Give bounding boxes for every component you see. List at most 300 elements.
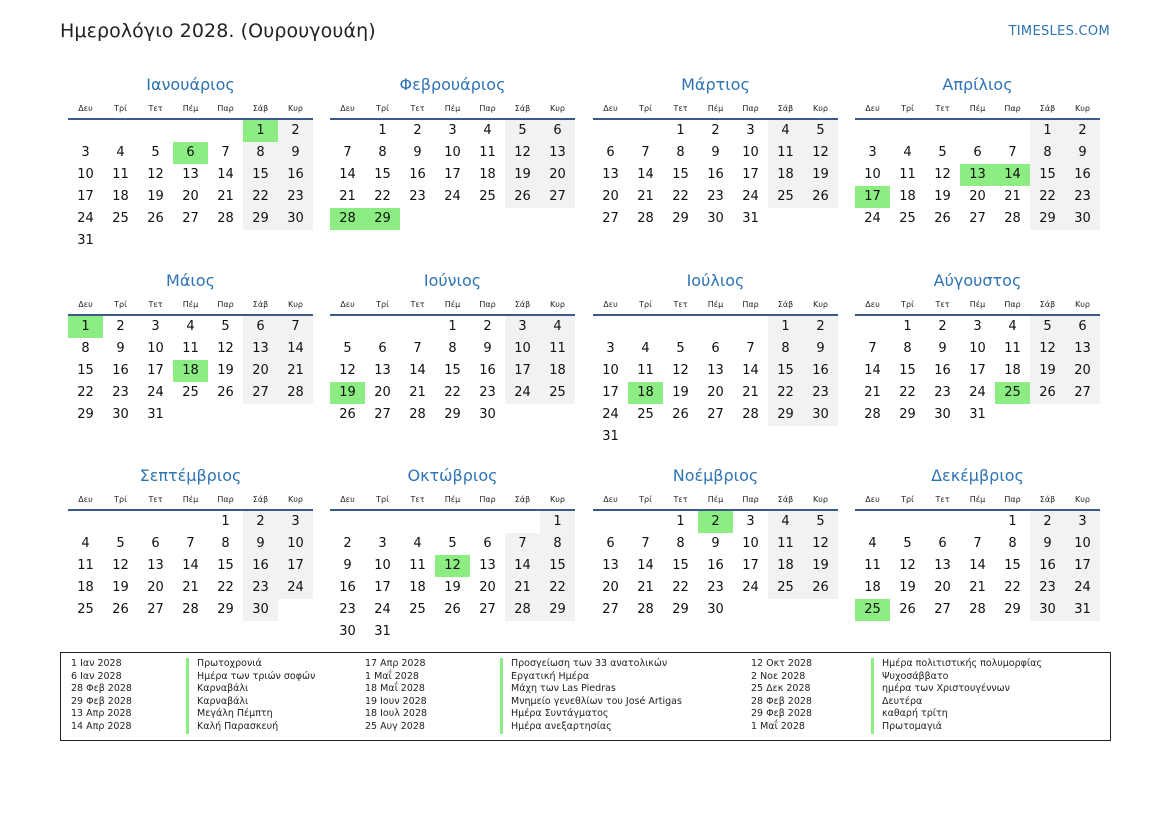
weekday-label: Δευ xyxy=(78,495,93,504)
day-cell: 29 xyxy=(899,407,916,422)
holiday-day-cell: 1 xyxy=(243,120,278,142)
day-cell: 15 xyxy=(899,363,916,378)
legend-date: 6 Ιαν 2028 xyxy=(71,670,122,682)
weekday-label: Σάβ xyxy=(514,300,531,309)
day-cell: 11 xyxy=(768,142,803,164)
legend-holiday-name: ημέρα των Χριστουγέννων xyxy=(871,683,1042,696)
legend-holiday-name: Ημέρα ανεξαρτησίας xyxy=(500,721,682,734)
days-grid xyxy=(330,120,575,252)
weekday-label: Δευ xyxy=(340,495,355,504)
weekday-label: Τετ xyxy=(935,300,950,309)
day-cell: 5 xyxy=(676,341,685,356)
weekday-label: Πέμ xyxy=(444,495,461,504)
days-grid xyxy=(593,316,838,448)
day-cell: 15 xyxy=(768,360,803,382)
weekday-label: Κυρ xyxy=(288,300,303,309)
weekday-label: Δευ xyxy=(340,300,355,309)
legend-date: 12 Οκτ 2028 xyxy=(751,658,813,669)
day-cell: 3 xyxy=(868,145,877,160)
day-cell: 8 xyxy=(81,341,90,356)
day-cell: 13 xyxy=(540,142,575,164)
day-cell: 5 xyxy=(938,145,947,160)
month-8 xyxy=(855,268,1100,448)
day-cell: 23 xyxy=(707,189,724,204)
day-cell: 19 xyxy=(672,385,689,400)
day-cell: 27 xyxy=(479,602,496,617)
day-cell: 13 xyxy=(374,363,391,378)
month-3 xyxy=(593,72,838,252)
weekday-header xyxy=(68,294,313,316)
day-cell: 19 xyxy=(217,363,234,378)
day-cell: 23 xyxy=(1065,186,1100,208)
day-cell: 22 xyxy=(444,385,461,400)
day-cell: 19 xyxy=(444,580,461,595)
weekday-label: Τρί xyxy=(114,104,127,113)
holiday-day-cell: 2 xyxy=(698,511,733,533)
month-name: Δεκέμβριος xyxy=(931,466,1024,485)
weekday-label: Τρί xyxy=(901,104,914,113)
day-cell: 24 xyxy=(742,580,759,595)
weekday-label: Κυρ xyxy=(813,104,828,113)
legend-holiday-name: Ημέρα πολιτιστικής πολυμορφίας xyxy=(871,658,1042,671)
day-cell: 10 xyxy=(374,558,391,573)
day-cell: 26 xyxy=(934,211,951,226)
day-cell: 26 xyxy=(899,602,916,617)
day-cell: 11 xyxy=(479,145,496,160)
legend-date: 18 Ιουλ 2028 xyxy=(365,708,428,720)
legend-holiday-name: Ψυχοσάββατο xyxy=(871,671,1042,684)
day-cell: 25 xyxy=(768,186,803,208)
day-cell: 1 xyxy=(1008,514,1017,529)
day-cell: 7 xyxy=(641,536,650,551)
day-cell: 27 xyxy=(602,211,619,226)
month-5 xyxy=(68,268,313,448)
weekday-label: Τετ xyxy=(410,104,425,113)
weekday-label: Δευ xyxy=(603,104,618,113)
day-cell: 29 xyxy=(768,404,803,426)
day-cell: 1 xyxy=(1030,120,1065,142)
day-cell: 23 xyxy=(409,189,426,204)
holiday-day-cell: 6 xyxy=(173,142,208,164)
day-cell: 19 xyxy=(899,580,916,595)
day-cell: 30 xyxy=(707,211,724,226)
day-cell: 16 xyxy=(803,360,838,382)
day-cell: 16 xyxy=(243,555,278,577)
day-cell: 30 xyxy=(479,407,496,422)
day-cell: 3 xyxy=(746,123,755,138)
day-cell: 8 xyxy=(676,536,685,551)
day-cell: 29 xyxy=(243,208,278,230)
day-cell: 25 xyxy=(77,602,94,617)
day-cell: 15 xyxy=(243,164,278,186)
day-cell: 2 xyxy=(1030,511,1065,533)
day-cell: 26 xyxy=(1030,382,1065,404)
month-2 xyxy=(330,72,575,252)
day-cell: 14 xyxy=(864,363,881,378)
day-cell: 1 xyxy=(221,514,230,529)
day-cell: 23 xyxy=(479,385,496,400)
day-cell: 1 xyxy=(676,514,685,529)
days-grid xyxy=(68,511,313,643)
day-cell: 24 xyxy=(602,407,619,422)
legend-date: 19 Ιουν 2028 xyxy=(365,695,427,707)
day-cell: 20 xyxy=(374,385,391,400)
weekday-label: Σάβ xyxy=(252,104,269,113)
weekday-label: Παρ xyxy=(479,104,496,113)
legend-date: 29 Φεβ 2028 xyxy=(751,708,812,720)
weekday-label: Τετ xyxy=(148,495,163,504)
day-cell: 9 xyxy=(483,341,492,356)
day-cell: 22 xyxy=(217,580,234,595)
day-cell: 28 xyxy=(409,407,426,422)
day-cell: 9 xyxy=(116,341,125,356)
day-cell: 4 xyxy=(540,316,575,338)
weekday-label: Παρ xyxy=(742,300,759,309)
weekday-label: Κυρ xyxy=(550,104,565,113)
day-cell: 3 xyxy=(448,123,457,138)
days-grid xyxy=(68,316,313,448)
day-cell: 22 xyxy=(672,580,689,595)
day-cell: 5 xyxy=(903,536,912,551)
day-cell: 2 xyxy=(711,123,720,138)
day-cell: 21 xyxy=(742,385,759,400)
day-cell: 18 xyxy=(479,167,496,182)
day-cell: 26 xyxy=(147,211,164,226)
day-cell: 11 xyxy=(637,363,654,378)
day-cell: 19 xyxy=(934,189,951,204)
day-cell: 20 xyxy=(479,580,496,595)
day-cell: 27 xyxy=(182,211,199,226)
day-cell: 21 xyxy=(969,580,986,595)
day-cell: 16 xyxy=(278,164,313,186)
day-cell: 3 xyxy=(378,536,387,551)
weekday-label: Παρ xyxy=(1004,300,1021,309)
weekday-label: Σάβ xyxy=(252,495,269,504)
day-cell: 15 xyxy=(374,167,391,182)
day-cell: 4 xyxy=(768,120,803,142)
legend-names-col xyxy=(500,658,682,734)
day-cell: 15 xyxy=(672,167,689,182)
day-cell: 20 xyxy=(934,580,951,595)
day-cell: 26 xyxy=(217,385,234,400)
day-cell: 27 xyxy=(969,211,986,226)
weekday-label: Τετ xyxy=(673,104,688,113)
day-cell: 23 xyxy=(934,385,951,400)
weekday-header xyxy=(593,98,838,120)
weekday-label: Σάβ xyxy=(514,104,531,113)
day-cell: 10 xyxy=(444,145,461,160)
day-cell: 12 xyxy=(147,167,164,182)
day-cell: 17 xyxy=(505,360,540,382)
weekday-label: Πέμ xyxy=(707,495,724,504)
day-cell: 28 xyxy=(969,602,986,617)
day-cell: 9 xyxy=(803,338,838,360)
weekday-label: Παρ xyxy=(479,495,496,504)
day-cell: 24 xyxy=(444,189,461,204)
day-cell: 26 xyxy=(339,407,356,422)
weekday-label: Παρ xyxy=(479,300,496,309)
weekday-label: Τρί xyxy=(639,495,652,504)
day-cell: 9 xyxy=(243,533,278,555)
holiday-day-cell: 17 xyxy=(855,186,890,208)
day-cell: 17 xyxy=(374,580,391,595)
holiday-day-cell: 12 xyxy=(435,555,470,577)
legend-date: 14 Απρ 2028 xyxy=(71,720,132,732)
day-cell: 3 xyxy=(973,319,982,334)
day-cell: 12 xyxy=(934,167,951,182)
weekday-header xyxy=(330,98,575,120)
day-cell: 4 xyxy=(483,123,492,138)
day-cell: 18 xyxy=(540,360,575,382)
weekday-label: Τρί xyxy=(376,104,389,113)
day-cell: 8 xyxy=(1030,142,1065,164)
month-11 xyxy=(593,463,838,643)
day-cell: 9 xyxy=(1065,142,1100,164)
day-cell: 8 xyxy=(676,145,685,160)
legend-holiday-name: Ημέρα Συντάγματος xyxy=(500,708,682,721)
day-cell: 19 xyxy=(803,164,838,186)
day-cell: 31 xyxy=(147,407,164,422)
legend-holiday-name: Μνημείο γενεθλίων του José Artigas xyxy=(500,696,682,709)
day-cell: 28 xyxy=(217,211,234,226)
day-cell: 17 xyxy=(1065,555,1100,577)
day-cell: 5 xyxy=(803,120,838,142)
day-cell: 27 xyxy=(1065,382,1100,404)
month-1 xyxy=(68,72,313,252)
day-cell: 20 xyxy=(602,580,619,595)
day-cell: 2 xyxy=(343,536,352,551)
day-cell: 6 xyxy=(606,145,615,160)
day-cell: 2 xyxy=(483,319,492,334)
days-grid xyxy=(855,120,1100,252)
weekday-label: Κυρ xyxy=(1075,300,1090,309)
day-cell: 31 xyxy=(742,211,759,226)
day-cell: 24 xyxy=(1065,577,1100,599)
day-cell: 31 xyxy=(602,429,619,444)
day-cell: 26 xyxy=(803,577,838,599)
weekday-label: Δευ xyxy=(865,104,880,113)
day-cell: 11 xyxy=(409,558,426,573)
day-cell: 3 xyxy=(278,511,313,533)
day-cell: 10 xyxy=(864,167,881,182)
day-cell: 9 xyxy=(343,558,352,573)
legend-date: 1 Μαΐ 2028 xyxy=(365,670,419,682)
weekday-label: Σάβ xyxy=(514,495,531,504)
day-cell: 2 xyxy=(413,123,422,138)
day-cell: 9 xyxy=(278,142,313,164)
day-cell: 14 xyxy=(505,555,540,577)
day-cell: 11 xyxy=(899,167,916,182)
day-cell: 16 xyxy=(479,363,496,378)
day-cell: 20 xyxy=(969,189,986,204)
day-cell: 14 xyxy=(637,167,654,182)
day-cell: 24 xyxy=(864,211,881,226)
day-cell: 20 xyxy=(243,360,278,382)
weekday-label: Τετ xyxy=(410,300,425,309)
day-cell: 20 xyxy=(182,189,199,204)
day-cell: 16 xyxy=(934,363,951,378)
weekday-label: Παρ xyxy=(1004,495,1021,504)
day-cell: 12 xyxy=(339,363,356,378)
day-cell: 2 xyxy=(278,120,313,142)
day-cell: 4 xyxy=(186,319,195,334)
day-cell: 7 xyxy=(973,536,982,551)
day-cell: 22 xyxy=(77,385,94,400)
day-cell: 28 xyxy=(182,602,199,617)
month-10 xyxy=(330,463,575,643)
day-cell: 22 xyxy=(899,385,916,400)
day-cell: 28 xyxy=(278,382,313,404)
weekday-label: Πέμ xyxy=(969,300,986,309)
legend-holiday-name: Καλή Παρασκευή xyxy=(186,721,315,734)
day-cell: 24 xyxy=(505,382,540,404)
weekday-header xyxy=(593,489,838,511)
day-cell: 24 xyxy=(278,577,313,599)
day-cell: 12 xyxy=(803,142,838,164)
day-cell: 31 xyxy=(1065,599,1100,621)
day-cell: 8 xyxy=(221,536,230,551)
brand-link[interactable]: TIMESLES.COM xyxy=(1008,24,1110,39)
day-cell: 10 xyxy=(742,536,759,551)
day-cell: 17 xyxy=(742,167,759,182)
day-cell: 13 xyxy=(243,338,278,360)
weekday-label: Τετ xyxy=(935,495,950,504)
days-grid xyxy=(855,316,1100,448)
days-grid xyxy=(330,316,575,448)
day-cell: 14 xyxy=(637,558,654,573)
legend-date: 1 Ιαν 2028 xyxy=(71,658,122,669)
holiday-day-cell: 25 xyxy=(995,382,1030,404)
weekday-label: Τετ xyxy=(673,300,688,309)
weekday-label: Δευ xyxy=(603,495,618,504)
month-7 xyxy=(593,268,838,448)
legend-date: 28 Φεβ 2028 xyxy=(751,695,812,707)
month-name: Ιούνιος xyxy=(423,271,482,290)
weekday-label: Δευ xyxy=(340,104,355,113)
day-cell: 28 xyxy=(742,407,759,422)
month-name: Απρίλιος xyxy=(942,75,1013,94)
day-cell: 14 xyxy=(742,363,759,378)
day-cell: 17 xyxy=(278,555,313,577)
weekday-label: Τετ xyxy=(935,104,950,113)
weekday-label: Κυρ xyxy=(813,300,828,309)
day-cell: 4 xyxy=(81,536,90,551)
day-cell: 6 xyxy=(938,536,947,551)
day-cell: 3 xyxy=(81,145,90,160)
day-cell: 30 xyxy=(278,208,313,230)
day-cell: 6 xyxy=(606,536,615,551)
day-cell: 6 xyxy=(243,316,278,338)
day-cell: 9 xyxy=(938,341,947,356)
day-cell: 25 xyxy=(768,577,803,599)
day-cell: 18 xyxy=(77,580,94,595)
day-cell: 30 xyxy=(1030,599,1065,621)
day-cell: 15 xyxy=(217,558,234,573)
day-cell: 15 xyxy=(672,558,689,573)
day-cell: 13 xyxy=(602,167,619,182)
weekday-label: Σάβ xyxy=(1039,495,1056,504)
weekday-label: Σάβ xyxy=(252,300,269,309)
day-cell: 25 xyxy=(637,407,654,422)
holiday-day-cell: 19 xyxy=(330,382,365,404)
day-cell: 4 xyxy=(868,536,877,551)
day-cell: 1 xyxy=(676,123,685,138)
legend-date: 25 Αυγ 2028 xyxy=(365,720,425,732)
holiday-day-cell: 1 xyxy=(68,316,103,338)
month-9 xyxy=(68,463,313,643)
legend-dates-col xyxy=(751,658,812,734)
day-cell: 21 xyxy=(637,580,654,595)
day-cell: 8 xyxy=(768,338,803,360)
weekday-label: Κυρ xyxy=(288,104,303,113)
day-cell: 14 xyxy=(182,558,199,573)
month-name: Ιούλιος xyxy=(686,271,745,290)
day-cell: 4 xyxy=(641,341,650,356)
day-cell: 7 xyxy=(221,145,230,160)
day-cell: 17 xyxy=(969,363,986,378)
day-cell: 9 xyxy=(711,536,720,551)
legend-dates-col xyxy=(71,658,132,734)
weekday-label: Παρ xyxy=(742,495,759,504)
day-cell: 12 xyxy=(803,533,838,555)
weekday-label: Πέμ xyxy=(182,104,199,113)
day-cell: 30 xyxy=(803,404,838,426)
day-cell: 23 xyxy=(243,577,278,599)
holiday-day-cell: 13 xyxy=(960,164,995,186)
weekday-header xyxy=(68,489,313,511)
day-cell: 25 xyxy=(182,385,199,400)
day-cell: 27 xyxy=(243,382,278,404)
day-cell: 31 xyxy=(77,233,94,248)
day-cell: 4 xyxy=(116,145,125,160)
weekday-label: Τετ xyxy=(148,300,163,309)
holiday-day-cell: 29 xyxy=(365,208,400,230)
legend-names-col xyxy=(186,658,315,734)
weekday-label: Σάβ xyxy=(777,300,794,309)
day-cell: 4 xyxy=(768,511,803,533)
day-cell: 22 xyxy=(540,577,575,599)
day-cell: 24 xyxy=(147,385,164,400)
day-cell: 27 xyxy=(374,407,391,422)
day-cell: 21 xyxy=(637,189,654,204)
weekday-header xyxy=(68,98,313,120)
day-cell: 18 xyxy=(768,555,803,577)
day-cell: 17 xyxy=(77,189,94,204)
day-cell: 20 xyxy=(602,189,619,204)
day-cell: 5 xyxy=(116,536,125,551)
weekday-label: Σάβ xyxy=(1039,104,1056,113)
month-name: Οκτώβριος xyxy=(407,466,498,485)
day-cell: 26 xyxy=(112,602,129,617)
weekday-label: Πέμ xyxy=(444,104,461,113)
month-name: Σεπτέμβριος xyxy=(139,466,242,485)
legend-holiday-name: Καρναβάλι xyxy=(186,683,315,696)
day-cell: 12 xyxy=(112,558,129,573)
day-cell: 21 xyxy=(339,189,356,204)
weekday-label: Παρ xyxy=(217,104,234,113)
day-cell: 18 xyxy=(112,189,129,204)
day-cell: 3 xyxy=(151,319,160,334)
day-cell: 25 xyxy=(409,602,426,617)
day-cell: 17 xyxy=(602,385,619,400)
day-cell: 20 xyxy=(147,580,164,595)
page-title: Ημερολόγιο 2028. (Ουρουγουάη) xyxy=(60,20,376,42)
days-grid xyxy=(68,120,313,252)
day-cell: 29 xyxy=(672,211,689,226)
day-cell: 8 xyxy=(1008,536,1017,551)
day-cell: 16 xyxy=(707,558,724,573)
day-cell: 19 xyxy=(803,555,838,577)
